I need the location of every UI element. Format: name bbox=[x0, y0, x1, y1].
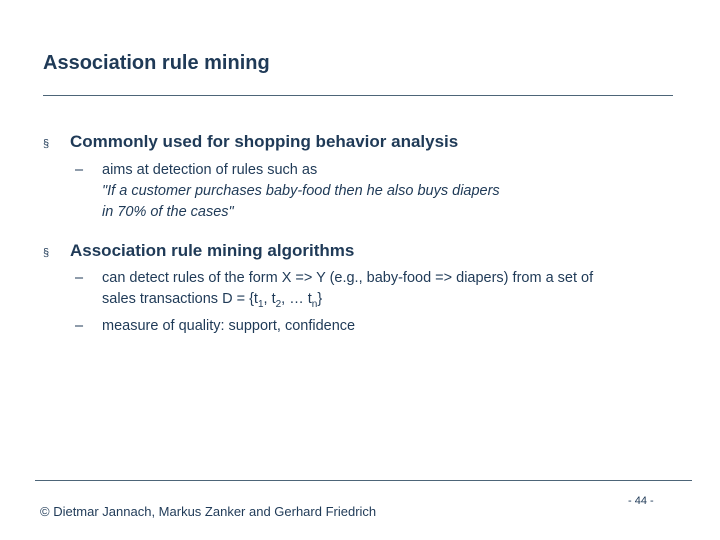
sub-item-line1: can detect rules of the form X => Y (e.g., baby-food => diapers) from a set of bbox=[102, 270, 594, 286]
footer-divider bbox=[35, 480, 692, 481]
sub-item-rule-detection bbox=[75, 160, 500, 223]
dash-marker: – bbox=[75, 270, 84, 286]
page-number: - 44 - bbox=[628, 495, 654, 507]
bullet-algorithms bbox=[43, 241, 354, 261]
bullet-text: Commonly used for shopping behavior analysis bbox=[70, 132, 459, 151]
bullet-text: Association rule mining algorithms bbox=[70, 241, 355, 260]
sub-item-text: measure of quality: support, confidence bbox=[102, 318, 356, 334]
bullet-shopping-behavior bbox=[43, 132, 458, 152]
footer-copyright: © Dietmar Jannach, Markus Zanker and Gerhard Friedrich bbox=[40, 504, 377, 519]
title-divider bbox=[43, 95, 673, 96]
bullet-marker: § bbox=[43, 138, 50, 150]
slide-title: Association rule mining bbox=[43, 52, 270, 74]
sub-item-text: aims at detection of rules such as bbox=[102, 162, 318, 178]
dash-marker: – bbox=[75, 162, 84, 178]
sub-item-quality-measure bbox=[75, 316, 355, 337]
example-rule-line2: in 70% of the cases" bbox=[102, 204, 234, 220]
sub-item-rule-form bbox=[75, 268, 593, 315]
dash-marker: – bbox=[75, 318, 84, 334]
example-rule-line1: "If a customer purchases baby-food then he also buys diapers bbox=[102, 183, 500, 199]
sub-item-line2: sales transactions $D = \{t_1$, $t_2$, … $t_n$} bbox=[102, 291, 323, 310]
bullet-marker: § bbox=[43, 247, 50, 259]
